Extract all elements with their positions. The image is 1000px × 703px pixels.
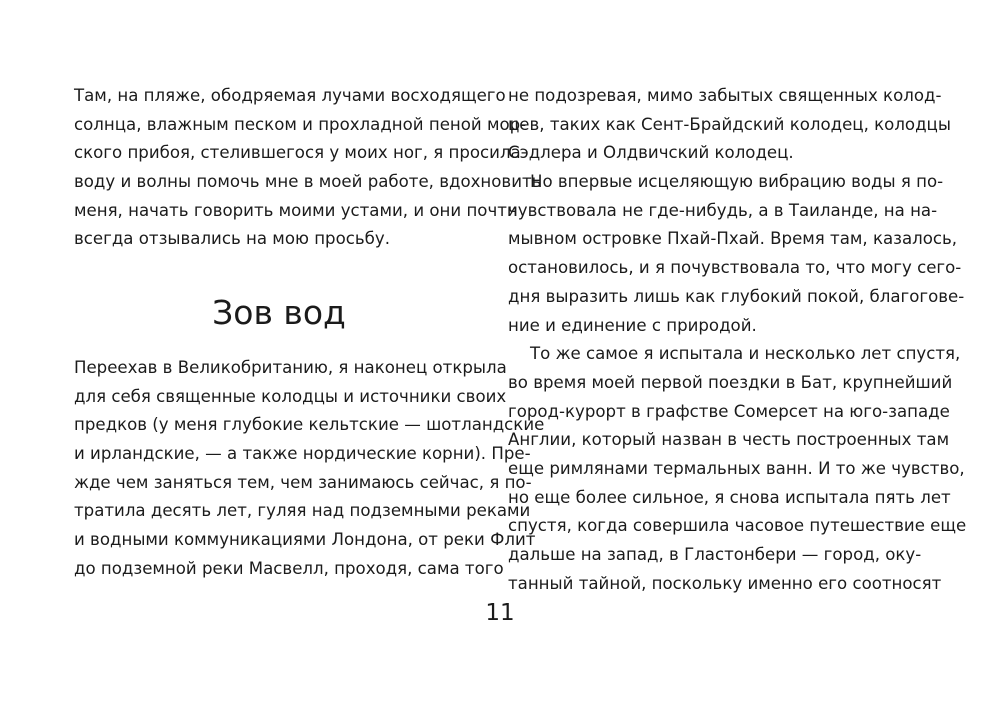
text-line: жде чем заняться тем, чем занимаюсь сейчас, я по- (74, 472, 532, 492)
text-line: еще римлянами термальных ванн. И то же чувство, (508, 458, 965, 478)
text-line: тратила десять лет, гуляя над подземными реками (74, 501, 531, 521)
text-line: воду и волны помочь мне в моей работе, вдохновить (74, 172, 542, 192)
text-line: и водными коммуникациями Лондона, от реки Флит (74, 530, 536, 550)
section-heading: Зов вод (212, 293, 346, 332)
text-line: и ирландские, — а также нордические корни). Пре- (74, 444, 531, 464)
text-line: не подозревая, мимо забытых священных колод- (508, 86, 942, 105)
text-line: цев, таких как Сент-Брайдский колодец, колодцы (508, 114, 951, 134)
text-line: для себя священные колодцы и источники своих (74, 386, 507, 406)
text-line: Но впервые исцеляющую вибрацию воды я по- (530, 172, 944, 192)
text-line: танный тайной, поскольку именно его соотносят (508, 573, 942, 593)
text-line: дня выразить лишь как глубокий покой, благогове- (508, 286, 965, 306)
text-line: Англии, который назван в честь построенных там (508, 430, 950, 450)
left-column-section-paragraph (74, 354, 545, 584)
text-line: меня, начать говорить моими устами, и они почти (74, 200, 518, 220)
text-line: дальше на запад, в Гластонбери — город, оку- (508, 545, 922, 564)
text-line: ского прибоя, стелившегося у моих ног, я просила (74, 143, 521, 163)
text-line: мывном островке Пхай-Пхай. Время там, казалось, (508, 229, 958, 249)
text-line: солнца, влажным песком и прохладной пеной мор- (74, 114, 527, 134)
right-column-text (508, 82, 967, 598)
text-line: Там, на пляже, ободряемая лучами восходящего (74, 86, 506, 105)
text-line: но еще более сильное, я снова испытала пять лет (508, 487, 951, 507)
text-line: спустя, когда совершила часовое путешествие еще (508, 516, 967, 536)
text-line: Переехав в Великобританию, я наконец открыла (74, 358, 507, 377)
text-line: во время моей первой поездки в Бат, крупнейший (508, 372, 953, 392)
page-number: 11 (485, 600, 515, 626)
text-line: ние и единение с природой. (508, 315, 757, 335)
left-column-intro-paragraph (74, 82, 542, 254)
text-line: Сэдлера и Олдвичский колодец. (508, 143, 794, 163)
text-line: до подземной реки Масвелл, проходя, сама того (74, 558, 504, 578)
text-line: остановилось, и я почувствовала то, что могу сего- (508, 258, 962, 278)
text-line: город-курорт в графстве Сомерсет на юго-западе (508, 401, 950, 421)
text-line: предков (у меня глубокие кельтские — шотландские (74, 415, 545, 435)
text-line: всегда отзывались на мою просьбу. (74, 229, 390, 249)
text-line: чувствовала не где-нибудь, а в Таиланде, на на- (508, 200, 938, 220)
text-line: То же самое я испытала и несколько лет спустя, (530, 344, 961, 364)
